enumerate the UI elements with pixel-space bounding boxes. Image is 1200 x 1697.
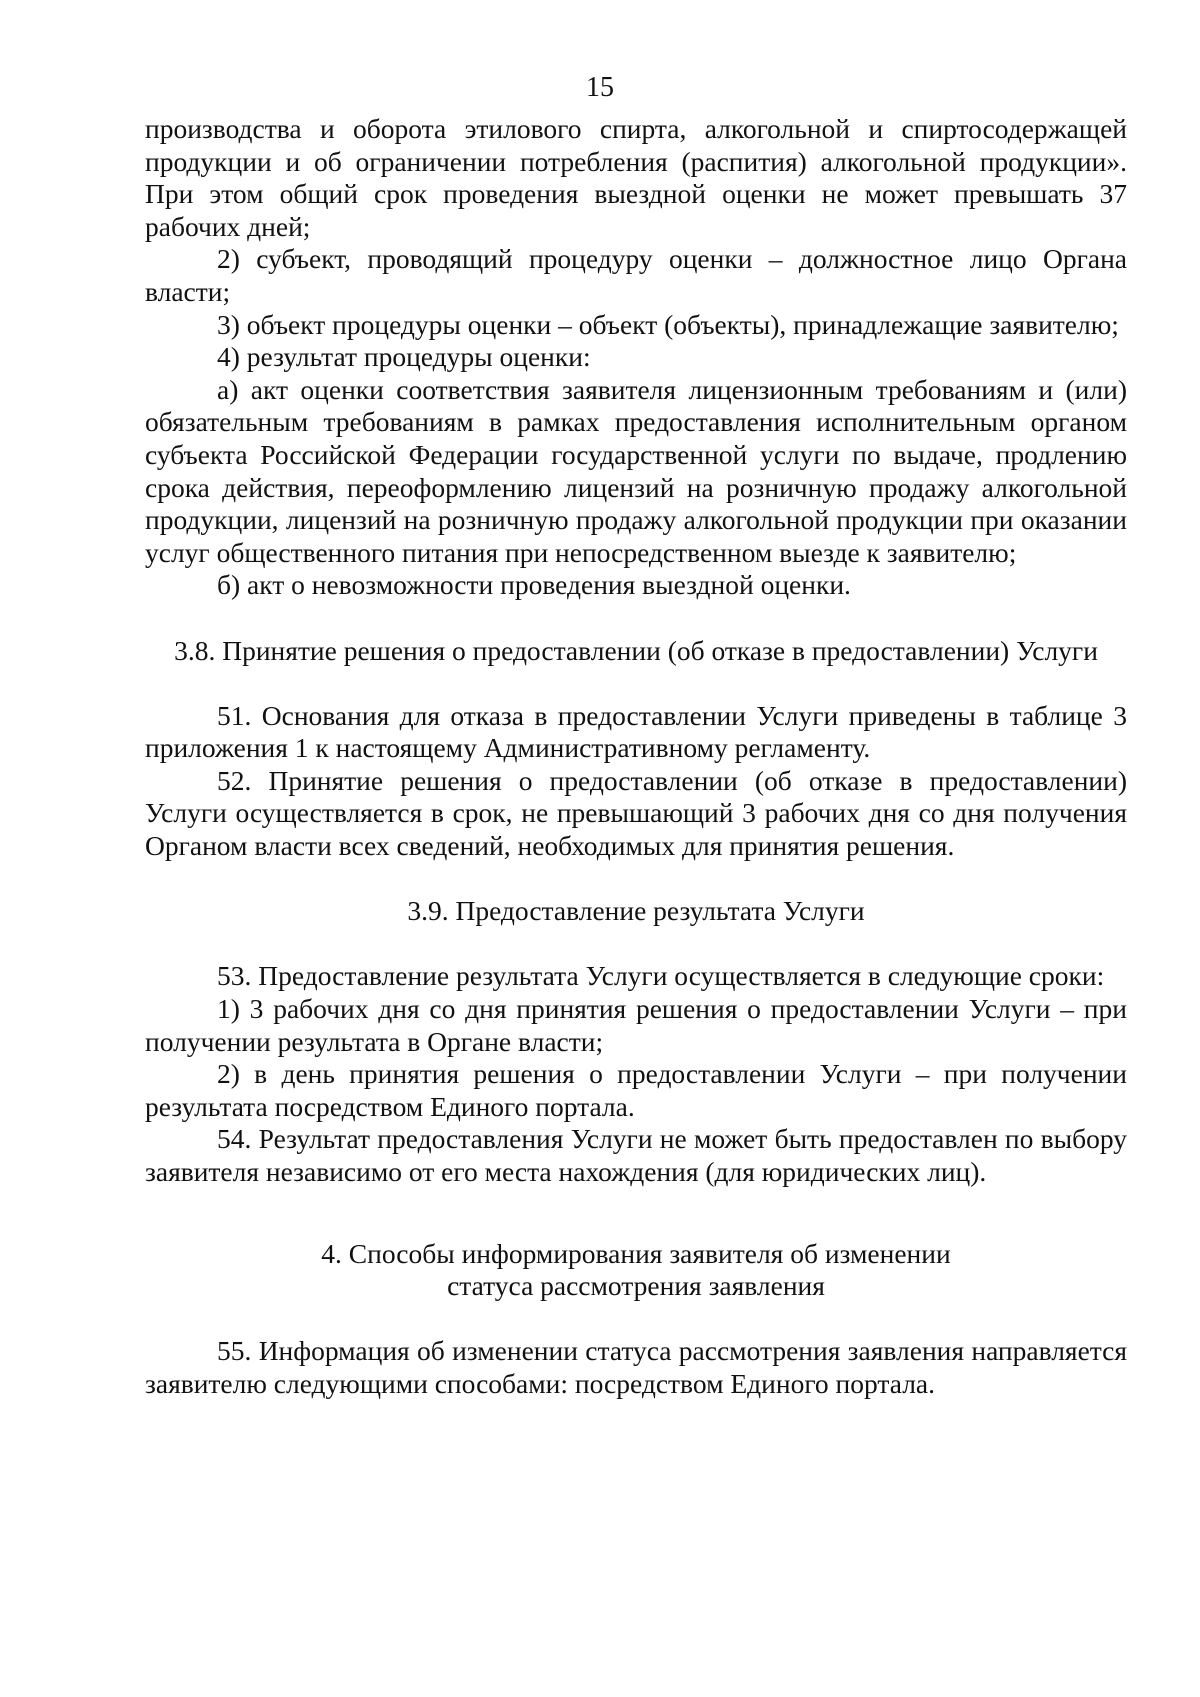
paragraph-54: 54. Результат предоставления Услуги не может быть предоставлен по выбору заявителя независимо от его места нахождения (для юридических лиц). [145,1123,1127,1187]
paragraph-item-2: 2) субъект, проводящий процедуру оценки – должностное лицо Органа власти; [145,243,1127,307]
page-number: 15 [586,72,614,103]
paragraph-continuation: производства и оборота этилового спирта, алкогольной и спиртосодержащей продукции и об ограничении потребления (распития) алкогольной продукции». При этом общий срок проведения выездной оценки не может превышать 37 рабочих дней; [145,113,1127,242]
spacer [145,1189,1127,1238]
paragraph-item-a: а) акт оценки соответствия заявителя лицензионным требованиям и (или) обязательным требованиям в рамках предоставления исполнительным органом субъекта Российской Федерации государственной услуги по выдаче, продлению срока действия, переоформлению лицензий на розничную продажу алкогольной продукции, лицензий на розничную продажу алкогольной продукции при оказании услуг общественного питания при непосредственном выезде к заявителю; [145,373,1127,568]
spacer [145,1303,1127,1336]
paragraph-53-item-1: 1) 3 рабочих дня со дня принятия решения о предоставлении Услуги – при получении результата в Органе власти; [145,993,1127,1057]
paragraph-52: 52. Принятие решения о предоставлении (об отказе в предоставлении) Услуги осуществляется в срок, не превышающий 3 рабочих дня со дня получения Органом власти всех сведений, необходимых для принятия решения. [145,764,1127,862]
paragraph-item-b: б) акт о невозможности проведения выездной оценки. [217,569,851,601]
document-body [145,113,1127,1401]
paragraph-53-item-2: 2) в день принятия решения о предоставлении Услуги – при получении результата посредством Единого портала. [145,1058,1127,1122]
paragraph-item-3: 3) объект процедуры оценки – объект (объекты), принадлежащие заявителю; [217,308,1119,340]
spacer [145,667,1127,700]
paragraph-55: 55. Информация об изменении статуса рассмотрения заявления направляется заявителю следующими способами: посредством Единого портала. [145,1335,1127,1399]
paragraph-item-4: 4) результат процедуры оценки: [217,341,591,373]
spacer [145,602,1127,635]
paragraph-53: 53. Предоставление результата Услуги осуществляется в следующие сроки: [217,960,1105,992]
section-heading-3-8: 3.8. Принятие решения о предоставлении (об отказе в предоставлении) Услуги [174,634,1098,666]
paragraph-51: 51. Основания для отказа в предоставлении Услуги приведены в таблице 3 приложения 1 к настоящему Административному регламенту. [145,699,1127,764]
section-heading-3-9: 3.9. Предоставление результата Услуги [407,895,865,927]
spacer [145,863,1127,896]
section-heading-4-line-1: 4. Способы информирования заявителя об изменении [321,1237,951,1269]
spacer [145,928,1127,961]
section-heading-4-line-2: статуса рассмотрения заявления [447,1270,825,1302]
